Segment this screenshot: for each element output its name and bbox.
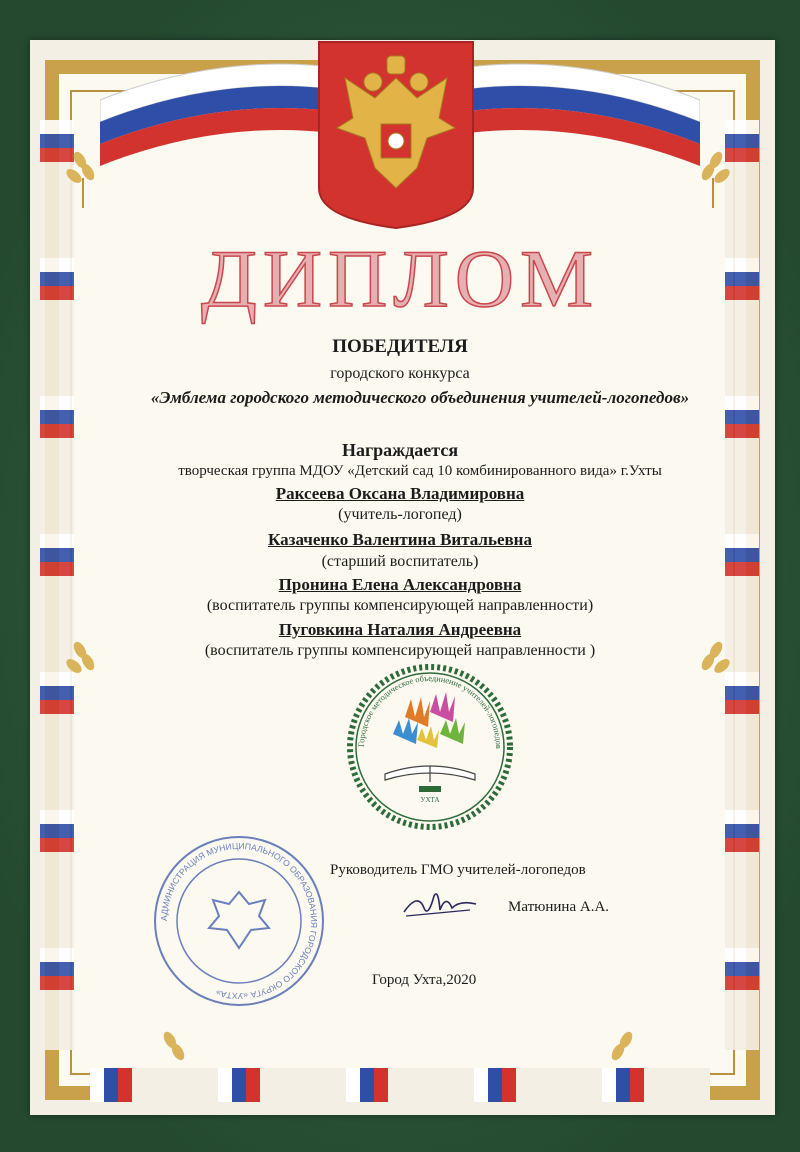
svg-text:АДМИНИСТРАЦИЯ МУНИЦИПАЛЬНОГО О — [159, 841, 319, 1001]
leader-text: Руководитель ГМО учителей-логопедов — [330, 862, 586, 878]
logo-ring-text: Городское методическое объединение учителей-логопедов — [356, 673, 504, 749]
group-text: творческая группа МДОУ «Детский сад 10 комбинированного вида» г.Ухты — [178, 463, 662, 479]
wheat-icon — [150, 1030, 196, 1090]
signer-name: Матюнина А.А. — [508, 899, 610, 915]
contest-name: «Эмблема городского методического объединения учителей-логопедов» — [150, 388, 690, 407]
recipient-role: (учитель-логопед) — [338, 506, 462, 523]
signature-icon — [400, 886, 480, 922]
winner-label: ПОБЕДИТЕЛЯ — [332, 336, 468, 357]
recipient-name: Казаченко Валентина Витальевна — [268, 530, 532, 549]
stamp-text: АДМИНИСТРАЦИЯ МУНИЦИПАЛЬНОГО ОБРАЗОВАНИЯ ГОРОДСКОГО ОКРУГА «УХТА» — [158, 840, 320, 1002]
logo-city: УХТА — [420, 796, 440, 804]
stamp-icon — [150, 832, 328, 1010]
contest-type: городского конкурса — [330, 365, 470, 382]
awarded-label: Награждается — [341, 440, 459, 460]
recipient-name: Раксеева Оксана Владимировна — [275, 484, 525, 503]
recipient-role: (воспитатель группы компенсирующей направленности) — [206, 597, 594, 614]
recipient-name: Пуговкина Наталия Андреевна — [278, 620, 522, 639]
diploma-title: ДИПЛОМ — [200, 233, 600, 324]
recipient-role: (воспитатель группы компенсирующей направленности ) — [204, 642, 596, 659]
logo-icon — [345, 662, 515, 832]
recipient-role: (старший воспитатель) — [321, 553, 479, 570]
recipient-name: Пронина Елена Александровна — [278, 575, 522, 594]
wheat-icon — [600, 1030, 646, 1090]
coat-of-arms-icon — [315, 38, 477, 230]
city-year: Город Ухта,2020 — [372, 972, 477, 988]
